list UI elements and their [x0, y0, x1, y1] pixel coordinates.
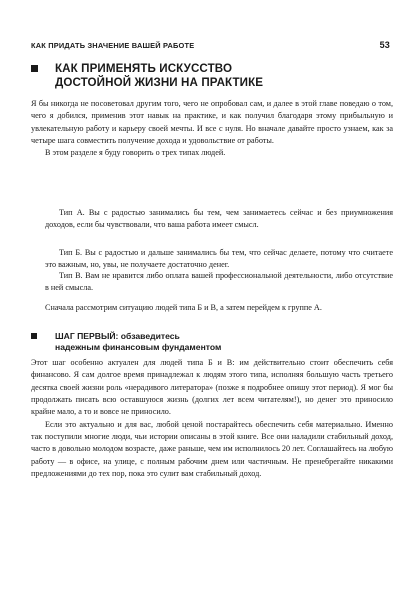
section-heading-line-1: КАК ПРИМЕНЯТЬ ИСКУССТВО — [55, 62, 233, 75]
page-number: 53 — [379, 40, 390, 50]
after-types-text — [31, 302, 393, 314]
type-b-item — [45, 247, 393, 272]
paragraph: Тип Б. Вы с радостью и дальше занимались бы тем, что сейчас делаете, потому что считаете это важным, но, увы, не получаете достаточно денег. — [45, 248, 393, 270]
type-a-item — [45, 207, 393, 232]
paragraph: Если это актуально и для вас, любой ценой постарайтесь обеспечить себя материально. Именно так поступили многие люди, чьи истории описаны в этой книге. Все они наладили стабильный доход, часто в довольно молодом возрасте, даже раньше, чем им исполнилось 20 лет. Соглашайтесь на любую работу — в офисе, на улице, с полным рабочим днем или частичным. Не пренебрегайте никакими предложениями до тех пор, пока это сулит вам стабильный доход. — [31, 419, 393, 479]
paragraph: Тип В. Вам не нравится либо оплата вашей профессиональной деятельности, либо отсутствие в ней смысла. — [45, 271, 393, 293]
step-one-heading-line-1: ШАГ ПЕРВЫЙ: обзаведитесь — [55, 331, 180, 341]
section-heading — [31, 62, 391, 89]
paragraph: Этот шаг особенно актуален для людей типа Б и В: им действительно стоит обеспечить себя финансово. Я сам долгое время принадлежал к людям этого типа, исполняя большую часть третьего десятка своей жизни роль «нерадивого литератора» (позже я подробнее опишу этот период). Я мог бы продолжать писать всю оставшуюся жизнь (долгих лет всем читателям!), но денег это приносило крайне мало, а то и вовсе не приносило. — [31, 358, 393, 417]
paragraph: Я бы никогда не посоветовал другим того, чего не опробовал сам, и далее в этой главе поведаю о том, чего я добился, применив этот навык на практике, и как получил благодаря этому прибыльную и увлекательную работу и карьеру своей мечты. И все с нуля. Но вначале давайте просто узнаем, как за четыре шага совместить получение дохода и удовольствие от работы. — [31, 99, 393, 146]
square-bullet-icon — [31, 333, 37, 339]
step-one-heading — [31, 331, 391, 352]
type-v-item — [45, 270, 393, 295]
paragraph: В этом разделе я буду говорить о трех типах людей. — [45, 148, 226, 158]
square-bullet-icon — [31, 65, 38, 72]
paragraph: Сначала рассмотрим ситуацию людей типа Б и В, а затем перейдем к группе А. — [45, 303, 322, 312]
intro-text — [31, 98, 393, 160]
step-one-heading-line-2: надежным финансовым фундаментом — [55, 341, 222, 352]
running-header — [31, 40, 390, 54]
section-heading-line-2: ДОСТОЙНОЙ ЖИЗНИ НА ПРАКТИКЕ — [55, 75, 264, 89]
running-title: КАК ПРИДАТЬ ЗНАЧЕНИЕ ВАШЕЙ РАБОТЕ — [31, 41, 195, 50]
step-one-text — [31, 357, 393, 480]
paragraph: Тип А. Вы с радостью занимались бы тем, чем занимаетесь сейчас и без приумножения доходов, если бы чувствовали, что ваша работа имеет смысл. — [45, 208, 393, 230]
